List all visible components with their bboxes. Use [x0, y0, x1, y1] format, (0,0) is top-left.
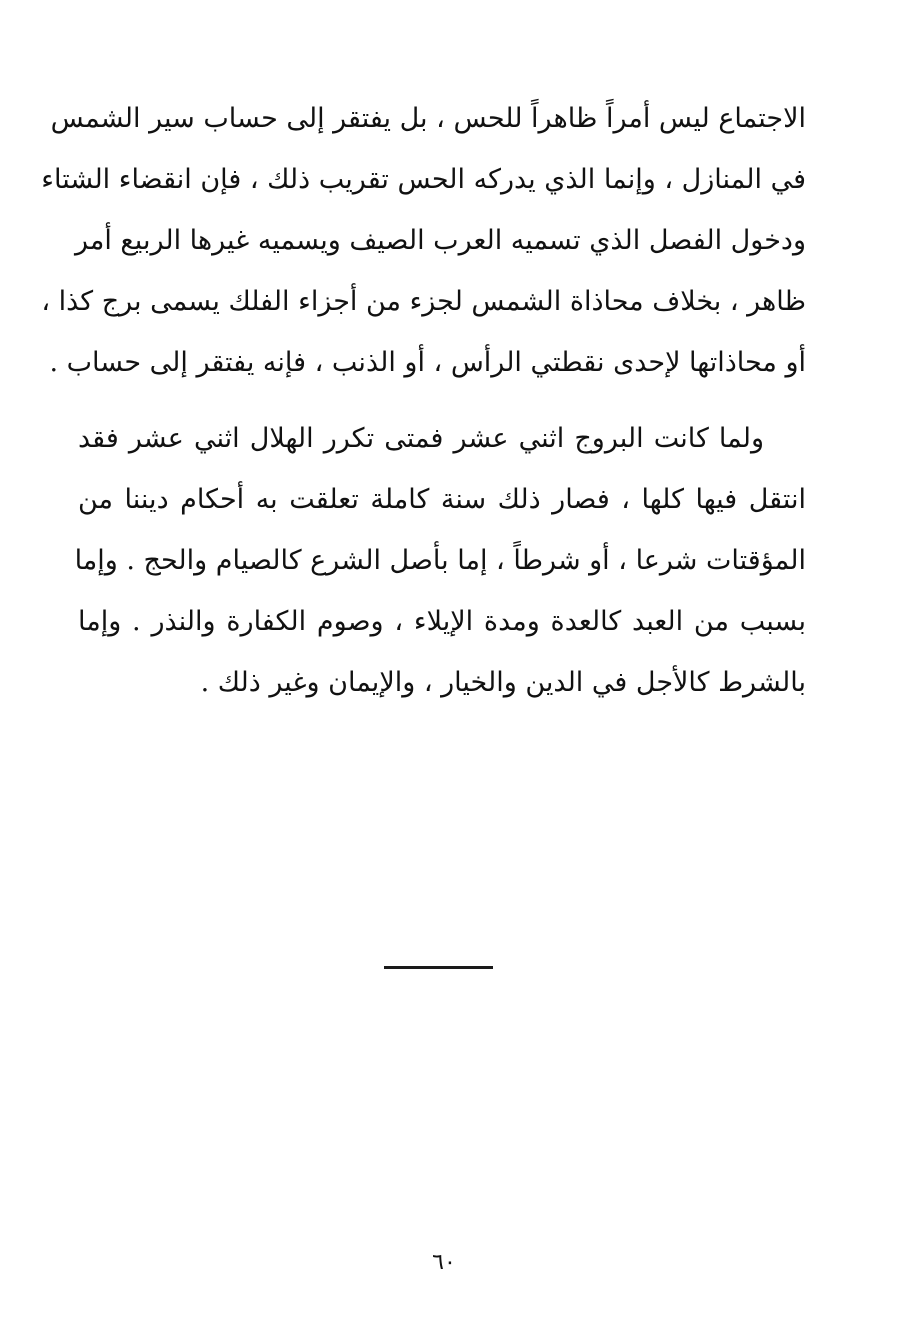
text-line: ولما كانت البروج اثني عشر فمتى تكرر الهلال اثني عشر فقد: [78, 423, 764, 454]
text-line: في المنازل ، وإنما الذي يدركه الحس تقريب ذلك ، فإن انقضاء الشتاء: [41, 164, 806, 195]
paragraph-2: [74, 408, 806, 713]
text-line: المؤقتات شرعا ، أو شرطاً ، إما بأصل الشرع كالصيام والحج . وإما: [74, 545, 806, 576]
text-line: ظاهر ، بخلاف محاذاة الشمس لجزء من أجزاء الفلك يسمى برج كذا ،: [41, 286, 806, 317]
page-number: ٦٠: [432, 1250, 456, 1275]
text-line: الاجتماع ليس أمراً ظاهراً للحس ، بل يفتقر إلى حساب سير الشمس: [50, 103, 806, 134]
text-line: بسبب من العبد كالعدة ومدة الإيلاء ، وصوم الكفارة والنذر . وإما: [78, 606, 806, 637]
text-line: بالشرط كالأجل في الدين والخيار ، والإيمان وغير ذلك .: [200, 667, 806, 698]
text-line: انتقل فيها كلها ، فصار ذلك سنة كاملة تعلقت به أحكام ديننا من: [78, 484, 806, 515]
text-line: أو محاذاتها لإحدى نقطتي الرأس ، أو الذنب ، فإنه يفتقر إلى حساب .: [49, 347, 806, 378]
paragraph-1: [41, 88, 806, 393]
text-line: ودخول الفصل الذي تسميه العرب الصيف ويسميه غيرها الربيع أمر: [74, 225, 806, 256]
section-divider: [384, 966, 493, 969]
